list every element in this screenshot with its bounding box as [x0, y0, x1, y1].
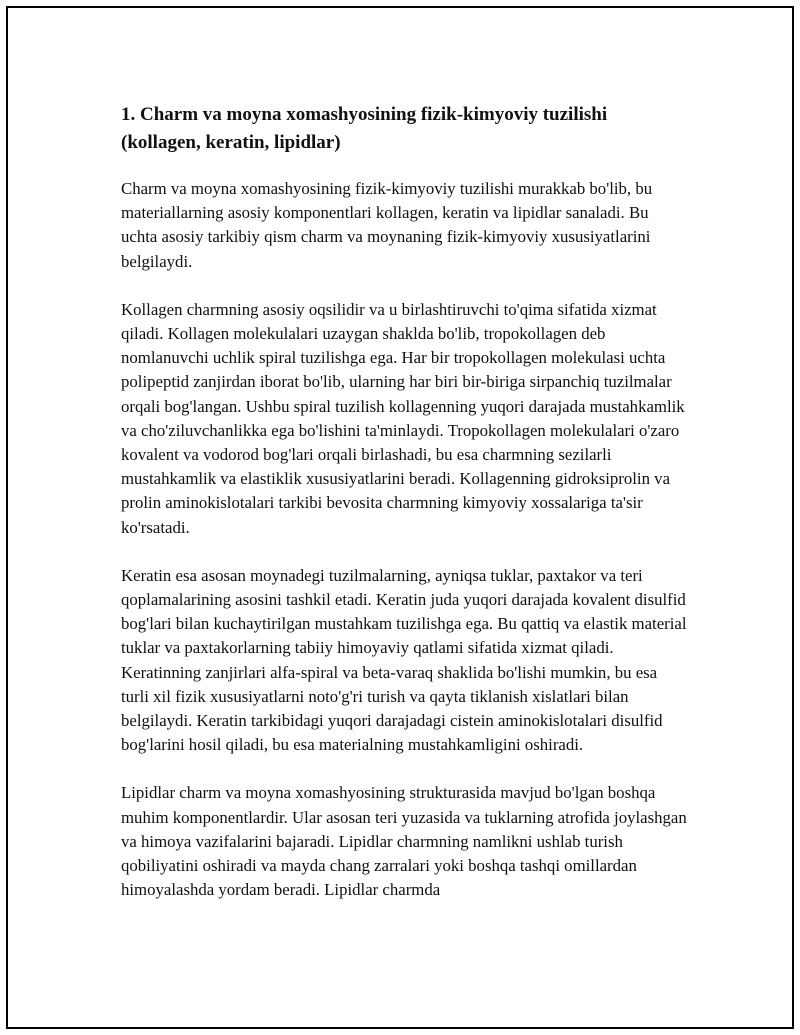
- page-frame: [6, 6, 794, 1029]
- paragraph-keratin: Keratin esa asosan moynadegi tuzilmalarning, ayniqsa tuklar, paxtakor va teri qoplamalarining asosini tashkil etadi. Keratin juda yuqori darajada kovalent disulfid bog'lari bilan kuchaytirilgan mustahkam tuzilishga ega. Bu qattiq va elastik material tuklar va paxtakorlarning tabiiy himoyaviy qatlami sifatida xizmat qiladi. Keratinning zanjirlari alfa-spiral va beta-varaq shaklida bo'lishi mumkin, bu esa turli xil fizik xususiyatlarni noto'g'ri turish va qayta tiklanish xislatlari bilan belgilaydi. Keratin tarkibidagi yuqori darajadagi cistein aminokislotalari disulfid bog'larini hosil qiladi, bu esa materialning mustahkamligini oshiradi.: [121, 565, 687, 755]
- paragraph-lipidlar: Lipidlar charm va moyna xomashyosining strukturasida mavjud bo'lgan boshqa muhim komponentlardir. Ular asosan teri yuzasida va tuklarning atrofida joylashgan va himoya vazifalarini bajaradi. Lipidlar charmning namlikni ushlab turish qobiliyatini oshiradi va mayda chang zarralari yoki boshqa tashqi omillardan himoyalashda yordam beradi. Lipidlar charmda: [121, 783, 687, 900]
- section-heading: 1. Charm va moyna xomashyosining fizik-kimyoviy tuzilishi (kollagen, keratin, lipidlar): [121, 104, 608, 153]
- paragraph-intro: Charm va moyna xomashyosining fizik-kimyoviy tuzilishi murakkab bo'lib, bu materiallarning asosiy komponentlari kollagen, keratin va lipidlar sanaladi. Bu uchta asosiy tarkibiy qism charm va moynaning fizik-kimyoviy xususiyatlarini belgilaydi.: [121, 179, 653, 271]
- document-body: [121, 101, 689, 926]
- paragraph-kollagen: Kollagen charmning asosiy oqsilidir va u birlashtiruvchi to'qima sifatida xizmat qiladi. Kollagen molekulalari uzaygan shaklda bo'lib, tropokollagen deb nomlanuvchi uchlik spiral tuzilishga ega. Har bir tropokollagen molekulasi uchta polipeptid zanjirdan iborat bo'lib, ularning har biri bir-biriga sirpanchiq tuzilmalar orqali bog'langan. Ushbu spiral tuzilish kollagenning yuqori darajada mustahkamlik va cho'ziluvchanlikka ega bo'lishini ta'minlaydi. Tropokollagen molekulalari o'zaro kovalent va vodorod bog'lari orqali birlashadi, bu esa charmning sezilarli mustahkamlik va elastiklik xususiyatlarini beradi. Kollagenning gidroksiprolin va prolin aminokislotalari tarkibi bevosita charmning kimyoviy xossalariga ta'sir ko'rsatadi.: [121, 299, 685, 537]
